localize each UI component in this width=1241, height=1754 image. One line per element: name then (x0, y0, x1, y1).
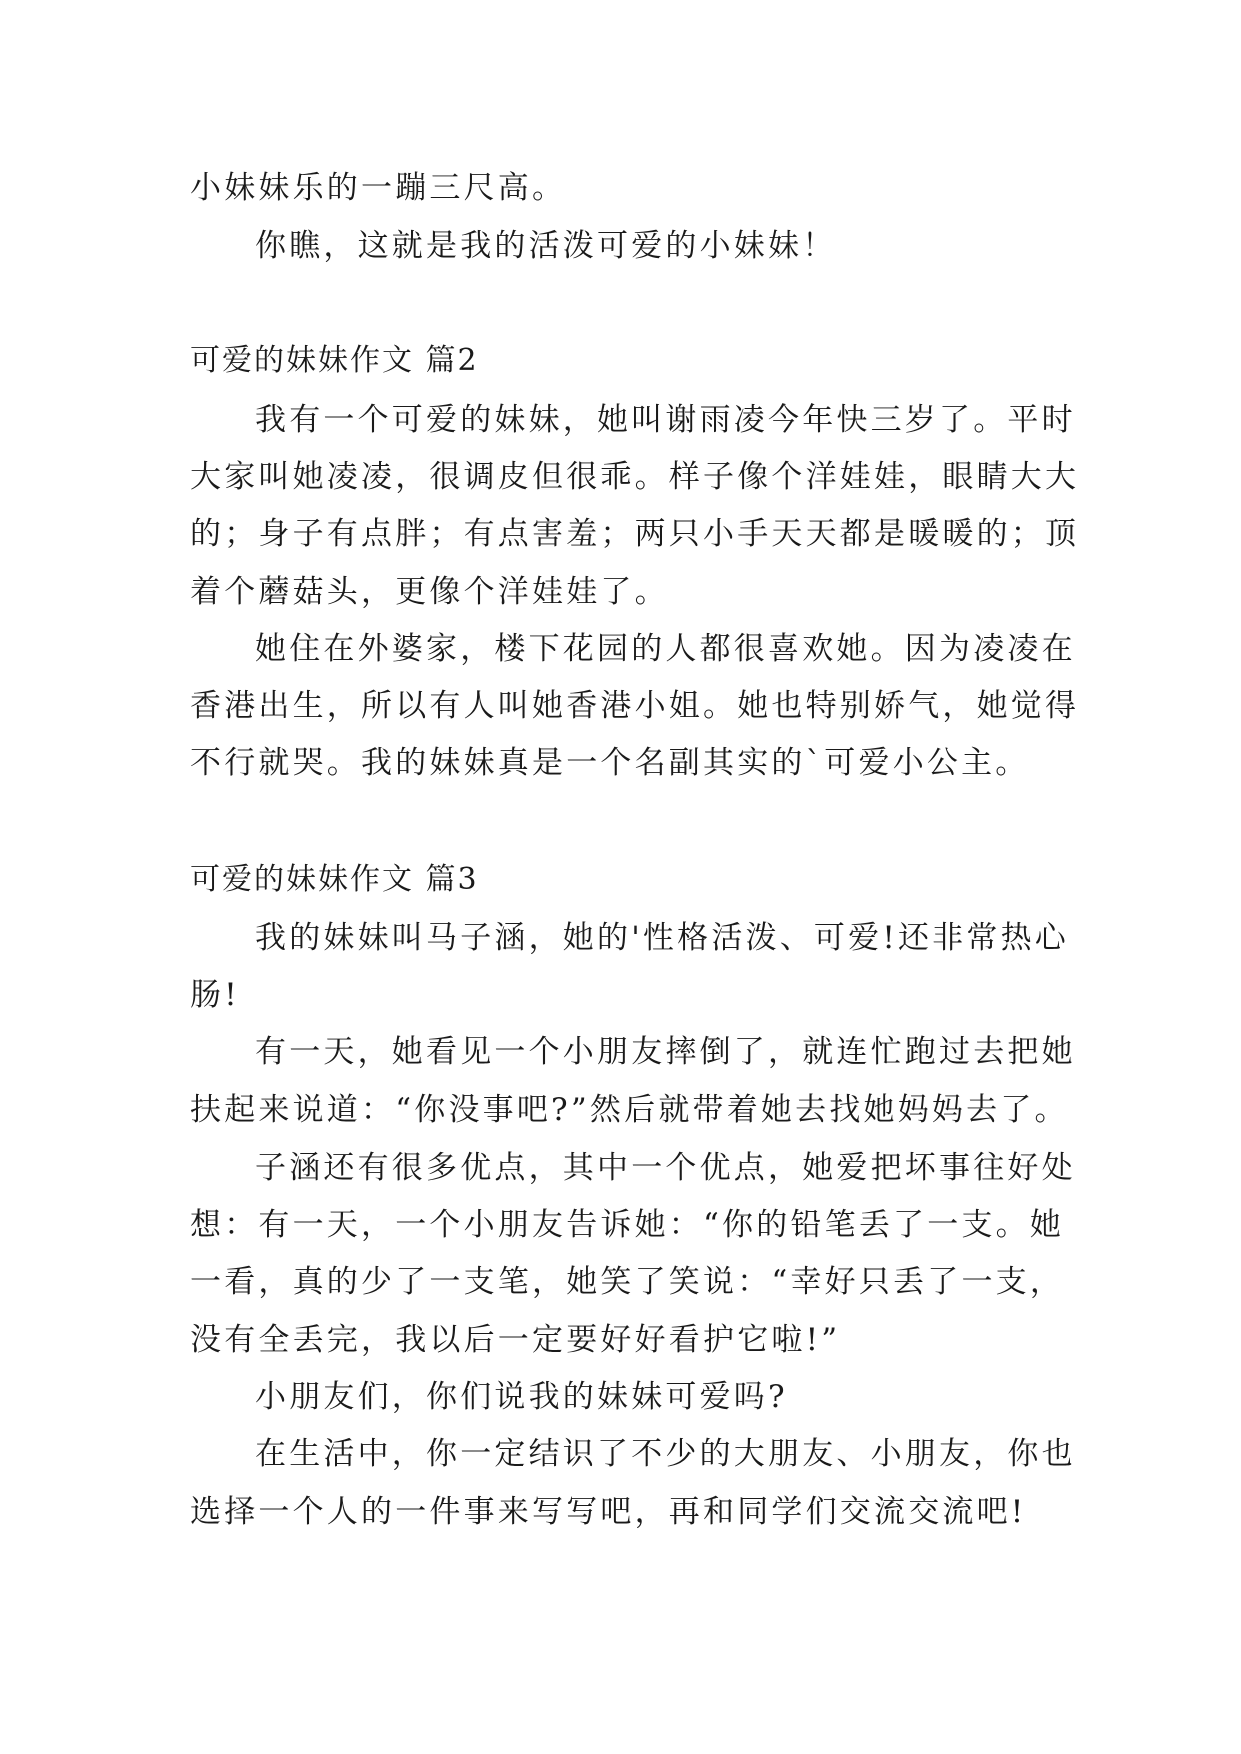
section-heading-2: 可爱的妹妹作文 篇2 (190, 343, 479, 378)
section-heading-3: 可爱的妹妹作文 篇3 (190, 862, 479, 897)
paragraph-line: 选择一个人的一件事来写写吧，再和同学们交流交流吧! (190, 1494, 1027, 1530)
paragraph-line: 一看，真的少了一支笔，她笑了笑说：“幸好只丢了一支， (190, 1264, 1065, 1300)
paragraph-line: 我的妹妹叫马子涵，她的'性格活泼、可爱!还非常热心 (255, 920, 1069, 956)
paragraph-line: 着个蘑菇头，更像个洋娃娃了。 (190, 574, 669, 610)
paragraph-line: 不行就哭。我的妹妹真是一个名副其实的`可爱小公主。 (190, 745, 1030, 781)
paragraph-line: 在生活中，你一定结识了不少的大朋友、小朋友，你也 (255, 1436, 1076, 1472)
paragraph-line: 你瞧，这就是我的活泼可爱的小妹妹！ (255, 228, 837, 264)
paragraph-line: 香港出生，所以有人叫她香港小姐。她也特别娇气，她觉得 (190, 688, 1080, 724)
paragraph-line: 的；身子有点胖；有点害羞；两只小手天天都是暖暖的；顶 (190, 516, 1080, 552)
paragraph-line: 没有全丢完，我以后一定要好好看护它啦!” (190, 1322, 841, 1358)
paragraph-line: 小朋友们，你们说我的妹妹可爱吗? (255, 1379, 788, 1415)
paragraph-line: 肠! (190, 977, 240, 1013)
paragraph-line: 想：有一天，一个小朋友告诉她：“你的铅笔丢了一支。她 (190, 1207, 1065, 1243)
paragraph-line: 扶起来说道：“你没事吧?”然后就带着她去找她妈妈去了。 (190, 1092, 1069, 1128)
paragraph-line: 大家叫她凌凌，很调皮但很乖。样子像个洋娃娃，眼睛大大 (190, 459, 1080, 495)
paragraph-line: 小妹妹乐的一蹦三尺高。 (190, 170, 567, 206)
paragraph-line: 她住在外婆家，楼下花园的人都很喜欢她。因为凌凌在 (255, 631, 1076, 667)
paragraph-line: 我有一个可爱的妹妹，她叫谢雨凌今年快三岁了。平时 (255, 402, 1076, 438)
paragraph-line: 子涵还有很多优点，其中一个优点，她爱把坏事往好处 (255, 1150, 1076, 1186)
paragraph-line: 有一天，她看见一个小朋友摔倒了，就连忙跑过去把她 (255, 1034, 1076, 1070)
